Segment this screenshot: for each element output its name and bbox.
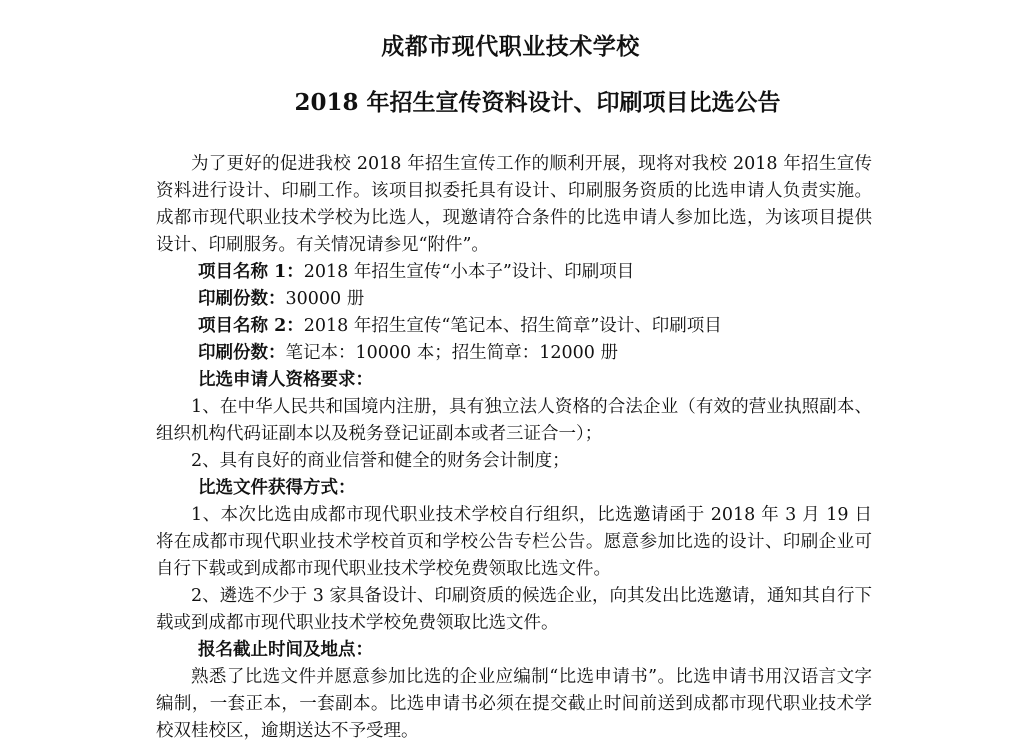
project1-copies-label: 印刷份数： [198,289,286,309]
project1-name-value: 2018 年招生宣传“小本子”设计、印刷项目 [303,262,635,282]
project1-copies-value: 30000 册 [285,289,365,309]
qualification-item-1: 1、在中华人民共和国境内注册，具有独立法人资格的合法企业（有效的营业执照副本、组织机构代码证副本以及税务登记证副本或者三证合一）； [156,397,872,444]
project2-name-line [156,313,872,340]
document-title-announcement: 2018 年招生宣传资料设计、印刷项目比选公告 [294,89,781,116]
deadline-heading: 报名截止时间及地点： [198,640,373,660]
qualification-heading: 比选申请人资格要求： [198,370,373,390]
project1-name-label: 项目名称 1： [198,262,304,282]
obtain-item-2: 2、遴选不少于 3 家具备设计、印刷资质的候选企业，向其发出比选邀请，通知其自行下载或到成都市现代职业技术学校免费领取比选文件。 [156,586,872,633]
project1-name-line [156,259,872,286]
project2-copies-value: 笔记本：10000 本；招生简章：12000 册 [285,343,618,363]
project1-copies-line [156,286,872,313]
project2-name-value: 2018 年招生宣传“笔记本、招生简章”设计、印刷项目 [303,316,722,336]
qualification-item-2: 2、具有良好的商业信誉和健全的财务会计制度； [191,451,570,471]
intro-paragraph: 为了更好的促进我校 2018 年招生宣传工作的顺利开展，现将对我校 2018 年招生宣传资料进行设计、印刷工作。该项目拟委托具有设计、印刷服务资质的比选申请人负责实施。成都市现代职业技术学校为比选人，现邀请符合条件的比选申请人参加比选，为该项目提供设计、印刷服务。有关情况请参见“附件”。 [156,154,872,255]
deadline-paragraph: 熟悉了比选文件并愿意参加比选的企业应编制“比选申请书”。比选申请书用汉语言文字编制，一套正本，一套副本。比选申请书必须在提交截止时间前送到成都市现代职业技术学校双桂校区，逾期送达不予受理。 [156,667,872,741]
project2-copies-line [156,340,872,367]
document-body [156,151,872,745]
project2-copies-label: 印刷份数： [198,343,286,363]
project2-name-label: 项目名称 2： [198,316,304,336]
document-title-school: 成都市现代职业技术学校 [381,33,640,60]
obtain-heading: 比选文件获得方式： [198,478,356,498]
obtain-item-1: 1、本次比选由成都市现代职业技术学校自行组织，比选邀请函于 2018 年 3 月 19 日将在成都市现代职业技术学校首页和学校公告专栏公告。愿意参加比选的设计、印刷企业可自行下载或到成都市现代职业技术学校免费领取比选文件。 [156,505,872,579]
